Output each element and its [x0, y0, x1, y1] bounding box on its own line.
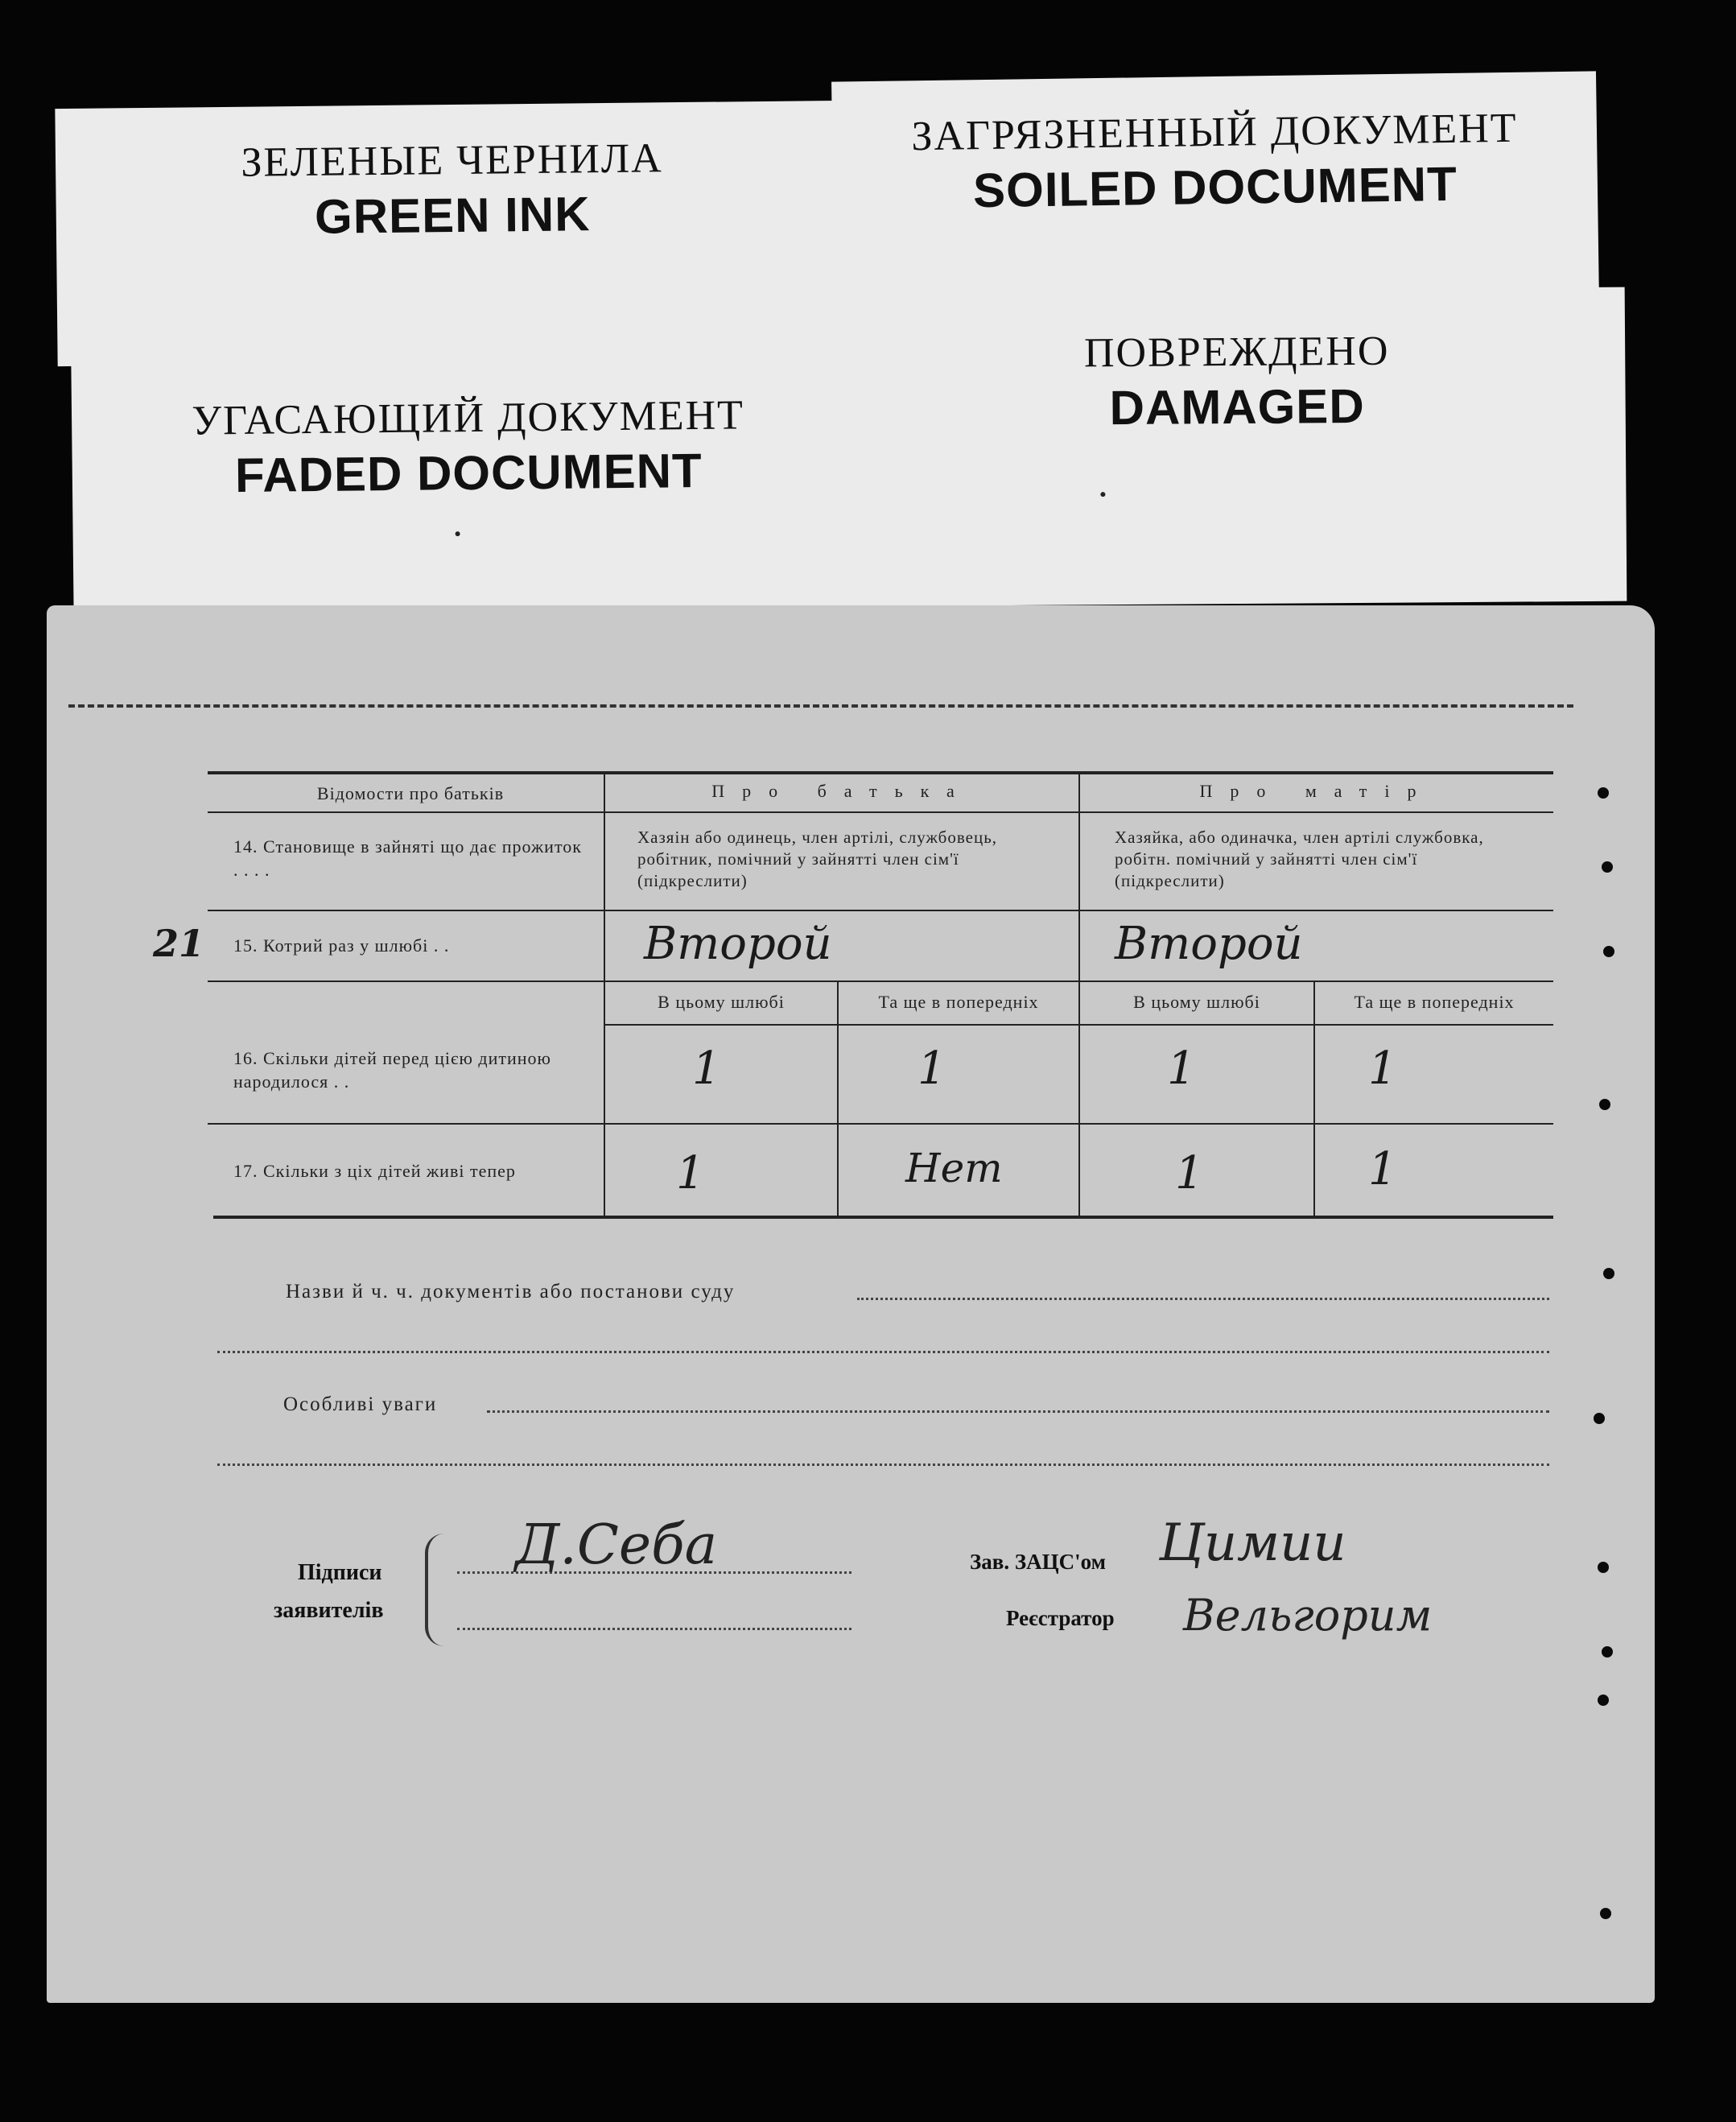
subheader-mother-this-marriage: В цьому шлюбі	[1133, 992, 1260, 1012]
applicant-signature: Д.Себа	[515, 1513, 718, 1577]
margin-note: 21	[153, 922, 205, 965]
table-top-rule	[208, 771, 1553, 774]
row-17-mother-this: 1	[1175, 1147, 1204, 1199]
table-header-parents: Відомости про батьків	[316, 783, 505, 803]
row-15-label: 15. Котрий раз у шлюбі . .	[233, 935, 450, 956]
punch-hole	[1602, 861, 1613, 873]
row-16-father-this: 1	[692, 1042, 721, 1095]
row-15-father-value: Второй	[644, 918, 832, 970]
soiled-document-label-en: SOILED DOCUMENT	[972, 156, 1458, 218]
head-signature: Цимии	[1159, 1513, 1346, 1573]
table-rule	[208, 811, 1553, 813]
subheader-father-this-marriage: В цьому шлюбі	[658, 992, 785, 1012]
registrar-label: Реєстратор	[1006, 1606, 1115, 1630]
applicants-signature-label-1: Підписи	[298, 1560, 382, 1585]
documents-line	[857, 1298, 1549, 1300]
green-ink-label	[55, 101, 850, 366]
registration-form-page	[47, 605, 1655, 2003]
faded-document-label	[71, 354, 866, 620]
faded-document-label-en: FADED DOCUMENT	[234, 443, 703, 503]
row-17-father-this: 1	[676, 1147, 705, 1199]
punch-hole	[1603, 1268, 1614, 1279]
damaged-label-ru: ПОВРЕЖДЕНО	[1083, 328, 1390, 377]
notes-label: Особливі уваги	[283, 1393, 438, 1415]
table-bottom-rule	[213, 1216, 1553, 1219]
punch-hole	[1600, 1908, 1611, 1919]
damaged-label	[848, 287, 1627, 607]
row-14-label: 14. Становище в зайняті що дає прожиток . . . .	[233, 836, 582, 880]
table-header-mother: Про матір	[1199, 781, 1434, 801]
table-col-divider	[1313, 982, 1315, 1217]
notes-line-2	[217, 1464, 1549, 1466]
row-14-mother-options: Хазяйка, або одиначка, член артілі службовка, робітн. помічний у зайнятті член сім'ї (підкреслити)	[1115, 828, 1484, 890]
punch-hole	[1594, 1413, 1605, 1424]
tear-line	[68, 704, 1573, 708]
notes-line	[487, 1410, 1549, 1413]
damaged-label-en: DAMAGED	[1109, 378, 1365, 436]
row-15-mother-value: Второй	[1115, 918, 1303, 970]
soiled-document-label	[831, 71, 1599, 311]
applicants-brace	[425, 1534, 444, 1646]
green-ink-label-ru: ЗЕЛЕНЫЕ ЧЕРНИЛА	[241, 135, 663, 186]
subheader-father-previous: Та ще в попередніх	[878, 992, 1039, 1012]
speck	[456, 531, 460, 536]
punch-hole	[1599, 1099, 1610, 1110]
head-label: Зав. ЗАЦС'ом	[970, 1550, 1106, 1574]
row-16-label: 16. Скільки дітей перед цією дитиною народилося . .	[233, 1048, 551, 1092]
row-16-father-previous: 1	[917, 1042, 946, 1095]
punch-hole	[1598, 1695, 1609, 1706]
faded-document-label-ru: УГАСАЮЩИЙ ДОКУМЕНТ	[191, 392, 745, 444]
subheader-mother-previous: Та ще в попередніх	[1354, 992, 1515, 1012]
table-header-father: Про батька	[711, 781, 972, 801]
punch-hole	[1603, 946, 1614, 957]
table-col-divider	[837, 982, 839, 1217]
documents-line-2	[217, 1351, 1549, 1353]
row-17-label: 17. Скільки з ціх дітей живі тепер	[233, 1161, 516, 1181]
punch-hole	[1598, 787, 1609, 799]
table-rule	[208, 1123, 1553, 1125]
registrar-signature: Вельгорим	[1183, 1590, 1433, 1641]
row-14-father-options: Хазяін або одинець, член артілі, службовець, робітник, помічний у зайнятті член сім'ї (підкреслити)	[637, 828, 998, 890]
row-16-mother-previous: 1	[1368, 1042, 1397, 1095]
row-17-mother-previous: 1	[1368, 1143, 1397, 1195]
table-rule	[208, 980, 1553, 982]
documents-label: Назви й ч. ч. документів або постанови суду	[286, 1281, 736, 1303]
row-17-father-previous: Нет	[905, 1145, 1003, 1191]
punch-hole	[1598, 1562, 1609, 1573]
punch-hole	[1602, 1646, 1613, 1658]
row-16-mother-this: 1	[1167, 1042, 1196, 1095]
applicants-signature-label-2: заявителів	[274, 1598, 384, 1623]
table-rule	[208, 910, 1553, 911]
soiled-document-label-ru: ЗАГРЯЗНЕННЫЙ ДОКУМЕНТ	[911, 105, 1518, 160]
speck	[1100, 492, 1105, 497]
green-ink-label-en: GREEN INK	[314, 187, 591, 244]
applicant-signature-line-2	[457, 1628, 852, 1630]
